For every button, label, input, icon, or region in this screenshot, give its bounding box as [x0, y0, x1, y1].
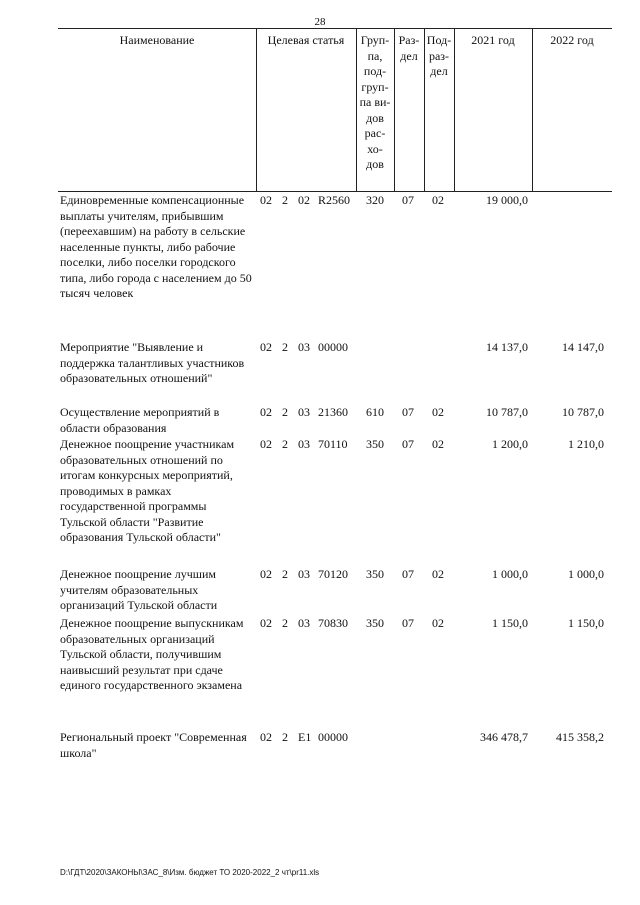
row-name: Единовременные компенсационные выплаты учителям, прибывшим (переехавшим) на работу в сельские населенные пункты, либо рабочие поселки, либо поселки городского типа, либо города с населением до 50 тысяч человек — [60, 193, 252, 300]
row-code-3: 03 — [298, 405, 310, 419]
row-code-2: 2 — [282, 567, 288, 581]
row-code-2: 2 — [282, 193, 288, 207]
row-name: Денежное поощрение лучшим учителям образовательных организаций Тульской области — [60, 567, 218, 612]
row-subsection: 02 — [432, 405, 444, 419]
row-code-1: 02 — [260, 730, 272, 744]
file-path-footer: D:\ГДТ\2020\ЗАКОНЫ\ЗАС_8\Изм. бюджет ТО 2020-2022_2 чт\pr11.xls — [60, 868, 320, 877]
row-code-1: 02 — [260, 340, 272, 354]
row-2021: 1 200,0 — [492, 437, 528, 451]
header-group: Груп- па, под- груп- па ви- дов рас- хо- дов — [359, 33, 391, 171]
row-2022: 415 358,2 — [556, 730, 604, 744]
row-code-1: 02 — [260, 193, 272, 207]
header-subsection: Под- раз- дел — [426, 33, 452, 78]
row-group: 610 — [366, 405, 384, 419]
header-section: Раз- дел — [398, 33, 420, 63]
row-code-2: 2 — [282, 616, 288, 630]
row-code-3: 03 — [298, 567, 310, 581]
row-section: 07 — [402, 193, 414, 207]
row-code-4: 70110 — [318, 437, 348, 451]
row-group: 350 — [366, 437, 384, 451]
row-code-1: 02 — [260, 616, 272, 630]
column-divider — [454, 29, 455, 191]
row-2021: 346 478,7 — [480, 730, 528, 744]
row-2021: 1 000,0 — [492, 567, 528, 581]
row-code-3: E1 — [298, 730, 312, 744]
row-code-4: 00000 — [318, 340, 348, 354]
row-name: Денежное поощрение выпускникам образовательных организаций Тульской области, получившим наивысший результат при сдаче единого государственного экзамена — [60, 616, 244, 692]
page-number: 28 — [314, 16, 326, 28]
row-2021: 14 137,0 — [486, 340, 528, 354]
row-code-1: 02 — [260, 567, 272, 581]
row-section: 07 — [402, 567, 414, 581]
row-group: 320 — [366, 193, 384, 207]
row-code-2: 2 — [282, 730, 288, 744]
header-2021: 2021 год — [471, 33, 515, 47]
row-subsection: 02 — [432, 567, 444, 581]
row-code-3: 03 — [298, 437, 310, 451]
row-code-1: 02 — [260, 437, 272, 451]
row-name: Мероприятие "Выявление и поддержка талантливых участников образовательных отношений" — [60, 340, 245, 385]
row-section: 07 — [402, 405, 414, 419]
row-code-4: R2560 — [318, 193, 351, 207]
row-2022: 10 787,0 — [562, 405, 604, 419]
row-name: Региональный проект "Современная школа" — [60, 730, 247, 760]
row-name: Осуществление мероприятий в области образования — [60, 405, 220, 435]
row-group: 350 — [366, 567, 384, 581]
row-code-4: 00000 — [318, 730, 348, 744]
row-2022: 1 150,0 — [568, 616, 604, 630]
header-2022: 2022 год — [550, 33, 594, 47]
row-code-3: 03 — [298, 616, 310, 630]
column-divider — [532, 29, 533, 191]
row-subsection: 02 — [432, 193, 444, 207]
row-section: 07 — [402, 616, 414, 630]
row-code-1: 02 — [260, 405, 272, 419]
row-subsection: 02 — [432, 437, 444, 451]
row-2022: 1 000,0 — [568, 567, 604, 581]
row-2022: 14 147,0 — [562, 340, 604, 354]
row-code-2: 2 — [282, 437, 288, 451]
row-code-4: 70830 — [318, 616, 348, 630]
row-code-2: 2 — [282, 405, 288, 419]
row-2022: 1 210,0 — [568, 437, 604, 451]
row-code-4: 21360 — [318, 405, 348, 419]
row-2021: 19 000,0 — [486, 193, 528, 207]
row-2021: 1 150,0 — [492, 616, 528, 630]
row-name: Денежное поощрение участникам образовательных отношений по итогам конкурсных мероприятий, проводимых в рамках государственной программы Тульской области "Развитие образования Тульской области" — [60, 437, 235, 544]
header-name: Наименование — [119, 33, 195, 47]
row-2021: 10 787,0 — [486, 405, 528, 419]
row-code-2: 2 — [282, 340, 288, 354]
column-divider — [256, 29, 257, 191]
header-target: Целевая статья — [267, 33, 345, 47]
table-header — [58, 28, 612, 192]
row-subsection: 02 — [432, 616, 444, 630]
row-section: 07 — [402, 437, 414, 451]
row-code-4: 70120 — [318, 567, 348, 581]
row-code-3: 02 — [298, 193, 310, 207]
row-code-3: 03 — [298, 340, 310, 354]
row-group: 350 — [366, 616, 384, 630]
